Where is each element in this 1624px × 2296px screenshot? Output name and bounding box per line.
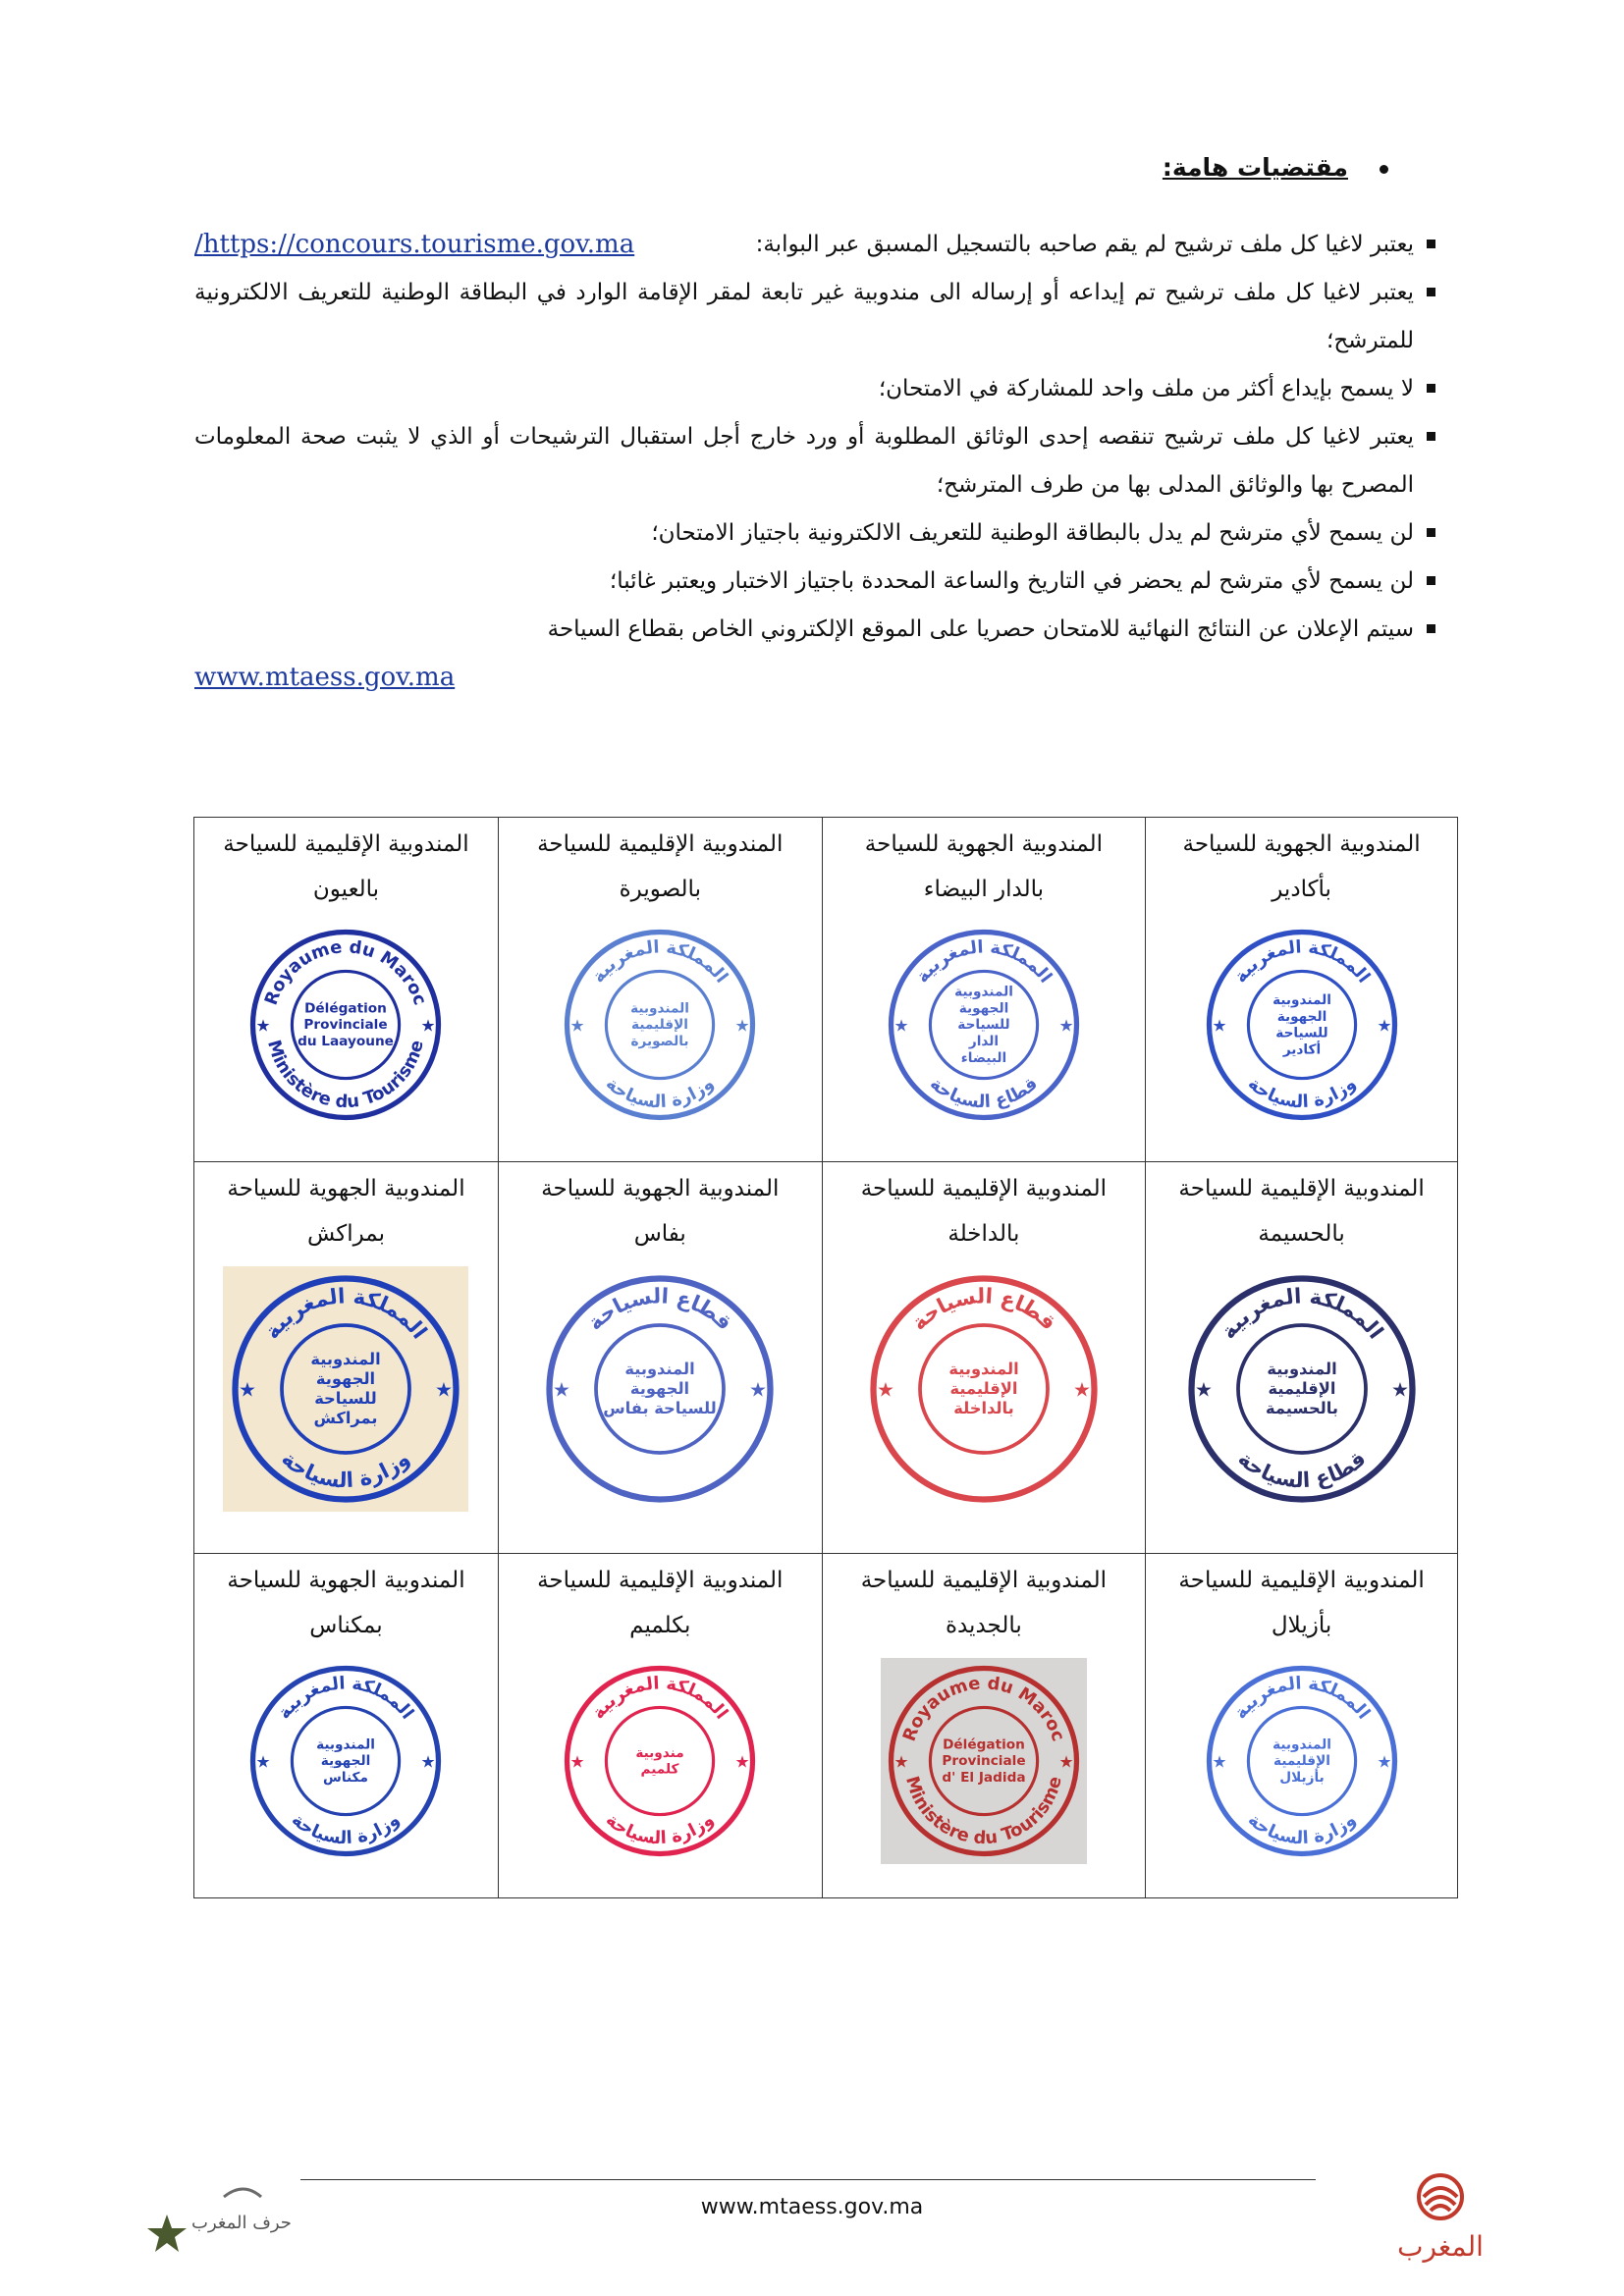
- stamp-star-icon: ★: [734, 1015, 750, 1036]
- maghrib-logo-text: المغرب: [1397, 2230, 1484, 2263]
- stamp-top-text: قطاع السياحة: [906, 1284, 1061, 1336]
- delegation-city: بالدار البيضاء: [923, 877, 1045, 902]
- official-stamp: [1199, 922, 1405, 1128]
- rule-text: لن يسمح لأي مترشح لم يحضر في التاريخ والساعة المحددة باجتياز الاختبار ويعتبر غائبا؛: [609, 568, 1414, 594]
- stamp-star-icon: ★: [1194, 1377, 1213, 1402]
- rules-list: [194, 221, 1435, 703]
- bullet-dot-icon: [1380, 165, 1388, 174]
- stamp-star-icon: ★: [1377, 1751, 1392, 1772]
- stamp-star-icon: ★: [255, 1751, 272, 1772]
- rule-item: [194, 606, 1435, 703]
- stamp-cell: [822, 1554, 1146, 1898]
- stamp-bottom-text: وزارة السياحة: [602, 1073, 719, 1113]
- delegation-city: بأزيلال: [1271, 1613, 1332, 1638]
- portal-link[interactable]: https://concours.tourisme.gov.ma/: [194, 230, 635, 259]
- star-icon: [147, 2215, 187, 2252]
- stamp-cell: [498, 1554, 822, 1898]
- official-stamp: [537, 1266, 783, 1512]
- stamp-bottom-text: وزارة السياحة: [288, 1809, 405, 1849]
- delegation-name: المندوبية الجهوية للسياحة: [227, 1568, 465, 1593]
- stamp-star-icon: ★: [1390, 1377, 1409, 1402]
- stamp-star-icon: ★: [420, 1015, 437, 1036]
- section-heading: [1163, 153, 1388, 182]
- rule-item: [194, 558, 1435, 606]
- official-stamp: [1199, 1658, 1405, 1864]
- stamp-bottom-text: وزارة السياحة: [1243, 1809, 1360, 1849]
- delegation-name: المندوبية الإقليمية للسياحة: [860, 1176, 1108, 1201]
- stamp-cell: [1146, 1554, 1458, 1898]
- stamp-cell: [498, 818, 822, 1162]
- official-stamp: [243, 922, 449, 1128]
- stamp-top-text: المملكة المغربية: [1216, 1284, 1388, 1345]
- rule-item: [194, 365, 1435, 413]
- stamp-center-text: المندوبية الجهوية للسياحة أكادير: [1272, 992, 1331, 1058]
- footer-url: www.mtaess.gov.ma: [700, 2195, 924, 2219]
- rule-item: [194, 509, 1435, 558]
- stamp-star-icon: ★: [893, 1751, 909, 1772]
- stamp-center-text: المندوبية الجهوية للسياحة الدار البيضاء: [953, 984, 1013, 1066]
- stamp-star-icon: ★: [1212, 1015, 1227, 1036]
- stamp-star-icon: ★: [1058, 1015, 1074, 1036]
- stamp-bottom-text: Ministère du Tourisme: [263, 1038, 429, 1113]
- footer-divider: [300, 2179, 1316, 2180]
- official-stamp: [223, 1266, 468, 1512]
- stamp-top-text: المملكة المغربية: [588, 1673, 732, 1724]
- stamp-bottom-text: وزارة السياحة: [1243, 1073, 1360, 1113]
- rule-item: [194, 269, 1435, 365]
- stamp-cell: [194, 818, 499, 1162]
- rule-item: [194, 413, 1435, 509]
- delegation-city: بمكناس: [309, 1613, 383, 1638]
- stamp-star-icon: ★: [255, 1015, 272, 1036]
- rule-text: يعتبر لاغيا كل ملف ترشيح تنقصه إحدى الوثائق المطلوبة أو ورد خارج أجل استقبال الترشيحات أو الذي لا يثبت صحة المعلومات المصرح بها والوثائق المدلى بها من طرف المترشح؛: [194, 424, 1414, 498]
- stamp-star-icon: ★: [893, 1015, 909, 1036]
- stamp-center-text: Délégation Provinciale du Laayoune: [298, 1000, 395, 1049]
- stamp-center-text: المندوبية الإقليمية بالداخلة: [948, 1360, 1019, 1417]
- square-bullet-icon: [1427, 384, 1435, 393]
- square-bullet-icon: [1427, 624, 1435, 633]
- stamp-bottom-text: Ministère du Tourisme: [900, 1774, 1066, 1849]
- results-site-link[interactable]: www.mtaess.gov.ma: [194, 663, 456, 692]
- harf-logo: [145, 2179, 293, 2268]
- stamp-top-text: قطاع السياحة: [582, 1284, 737, 1336]
- stamp-cell: [1146, 1162, 1458, 1554]
- stamp-star-icon: ★: [239, 1377, 257, 1402]
- stamp-star-icon: ★: [553, 1377, 571, 1402]
- harf-logo-text: حرف المغرب: [191, 2213, 292, 2233]
- stamp-top-text: المملكة المغربية: [274, 1673, 418, 1724]
- delegation-name: المندوبية الجهوية للسياحة: [1182, 831, 1421, 857]
- delegation-city: بالجديدة: [945, 1613, 1022, 1638]
- official-stamp: [557, 922, 763, 1128]
- delegation-city: بالداخلة: [947, 1221, 1020, 1247]
- stamp-star-icon: ★: [1072, 1377, 1091, 1402]
- stamp-top-text: Royaume du Maroc: [261, 936, 431, 1008]
- delegation-city: بأكادير: [1272, 877, 1331, 902]
- stamp-center-text: Délégation Provinciale d' El Jadida: [942, 1736, 1026, 1786]
- stamp-star-icon: ★: [420, 1751, 437, 1772]
- stamp-top-text: المملكة المغربية: [911, 936, 1056, 988]
- delegation-city: بفاس: [633, 1221, 686, 1247]
- stamp-star-icon: ★: [1212, 1751, 1227, 1772]
- delegation-city: بمراكش: [306, 1221, 386, 1247]
- square-bullet-icon: [1427, 240, 1435, 248]
- rule-text: يعتبر لاغيا كل ملف ترشيح لم يقم صاحبه بالتسجيل المسبق عبر البوابة:: [755, 232, 1414, 257]
- maghrib-emblem-icon: [1419, 2175, 1462, 2218]
- stamp-cell: [498, 1162, 822, 1554]
- rule-text: لا يسمح بإيداع أكثر من ملف واحد للمشاركة في الامتحان؛: [878, 376, 1414, 401]
- rule-text: لن يسمح لأي مترشح لم يدل بالبطاقة الوطنية للتعريف الالكترونية باجتياز الامتحان؛: [651, 520, 1414, 546]
- rule-text: سيتم الإعلان عن النتائج النهائية للامتحان حصريا على الموقع الإلكتروني الخاص بقطاع السياحة: [547, 616, 1414, 642]
- stamp-top-text: المملكة المغربية: [1229, 1673, 1375, 1724]
- stamp-star-icon: ★: [1377, 1015, 1392, 1036]
- official-stamp: [557, 1658, 763, 1864]
- stamp-cell: [194, 1162, 499, 1554]
- rule-item: [194, 221, 1435, 269]
- delegation-name: المندوبية الإقليمية للسياحة: [537, 1568, 784, 1593]
- stamps-row: [194, 818, 1458, 1162]
- stamp-center-text: المندوبية الجهوية للسياحة بفاس: [603, 1360, 718, 1417]
- maghrib-logo: [1386, 2167, 1494, 2266]
- stamp-cell: [822, 1162, 1146, 1554]
- stamps-row: [194, 1162, 1458, 1554]
- delegation-name: المندوبية الإقليمية للسياحة: [1178, 1568, 1425, 1593]
- delegation-name: المندوبية الإقليمية للسياحة: [1178, 1176, 1425, 1201]
- square-bullet-icon: [1427, 432, 1435, 441]
- stamp-star-icon: ★: [1058, 1751, 1074, 1772]
- rule-text: يعتبر لاغيا كل ملف ترشيح تم إيداعه أو إرساله الى مندوبية غير تابعة لمقر الإقامة الوارد في البطاقة الوطنية للتعريف الالكترونية للمترشح؛: [194, 280, 1414, 353]
- square-bullet-icon: [1427, 528, 1435, 537]
- delegation-city: بالحسيمة: [1258, 1221, 1345, 1247]
- official-stamp: [881, 922, 1087, 1128]
- delegation-name: المندوبية الإقليمية للسياحة: [860, 1568, 1108, 1593]
- delegation-name: المندوبية الإقليمية للسياحة: [537, 831, 784, 857]
- stamp-bottom-text: قطاع السياحة: [925, 1073, 1042, 1113]
- stamp-star-icon: ★: [876, 1377, 894, 1402]
- delegation-name: المندوبية الجهوية للسياحة: [227, 1176, 465, 1201]
- official-stamp: [861, 1266, 1107, 1512]
- square-bullet-icon: [1427, 576, 1435, 585]
- stamp-cell: [822, 818, 1146, 1162]
- stamp-top-text: المملكة المغربية: [1229, 936, 1375, 988]
- stamp-top-text: Royaume du Maroc: [898, 1673, 1069, 1744]
- stamp-top-text: المملكة المغربية: [588, 936, 732, 988]
- stamp-bottom-text: وزارة السياحة: [602, 1809, 719, 1849]
- stamp-center-text: المندوبية الإقليمية بالصويرة: [630, 1000, 690, 1049]
- official-stamp: [1179, 1266, 1425, 1512]
- delegation-city: بكلميم: [629, 1613, 691, 1638]
- delegation-city: بالصويرة: [619, 877, 701, 902]
- stamp-cell: [194, 1554, 499, 1898]
- stamp-center-text: المندوبية الجهوية للسياحة بمراكش: [310, 1350, 382, 1427]
- stamp-bottom-text: وزارة السياحة: [277, 1446, 415, 1494]
- stamp-star-icon: ★: [749, 1377, 768, 1402]
- delegation-name: المندوبية الجهوية للسياحة: [541, 1176, 780, 1201]
- official-stamp: [881, 1658, 1087, 1864]
- stamp-top-text: المملكة المغربية: [260, 1284, 432, 1345]
- stamp-star-icon: ★: [734, 1751, 750, 1772]
- stamp-center-text: المندوبية الإقليمية بالحسيمة: [1265, 1360, 1338, 1417]
- stamp-star-icon: ★: [569, 1015, 585, 1036]
- stamp-star-icon: ★: [569, 1751, 585, 1772]
- delegation-city: بالعيون: [312, 877, 380, 902]
- stamp-center-text: المندوبية الإقليمية بأزيلال: [1272, 1736, 1331, 1786]
- square-bullet-icon: [1427, 288, 1435, 296]
- heading-text: مقتضيات هامة:: [1162, 153, 1348, 182]
- stamp-center-text: المندوبية الجهوية مكناس: [316, 1736, 376, 1786]
- stamp-center-text: مندوبية كلميم: [635, 1744, 684, 1778]
- delegation-name: المندوبية الجهوية للسياحة: [864, 831, 1103, 857]
- stamps-row: [194, 1554, 1458, 1898]
- harf-swirl-icon: [224, 2189, 261, 2197]
- official-stamp: [243, 1658, 449, 1864]
- stamp-cell: [1146, 818, 1458, 1162]
- stamp-bottom-text: قطاع السياحة: [1232, 1446, 1371, 1494]
- stamp-star-icon: ★: [435, 1377, 454, 1402]
- stamps-table: [193, 817, 1458, 1898]
- delegation-name: المندوبية الإقليمية للسياحة: [223, 831, 469, 857]
